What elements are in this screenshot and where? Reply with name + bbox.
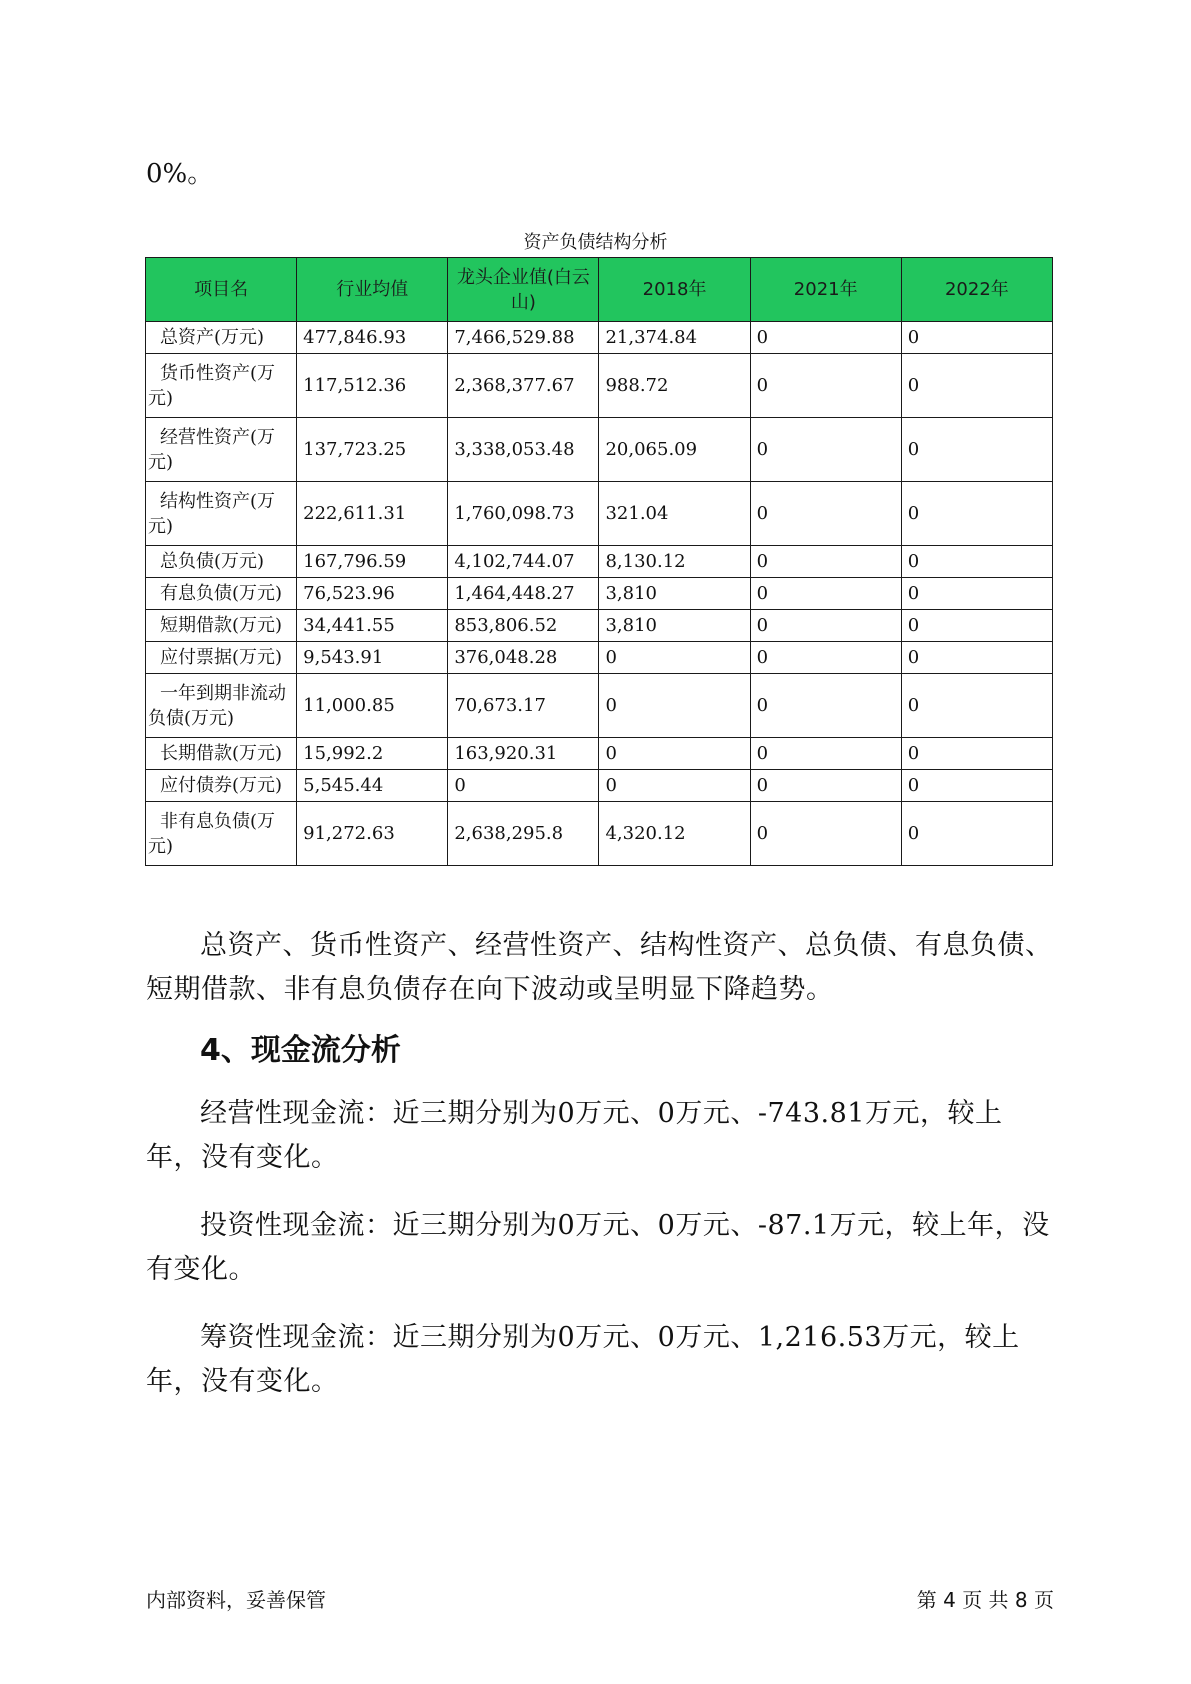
table-row [146, 674, 1053, 738]
item-name-text: 应付票据(万元) [160, 647, 283, 668]
table-cell-item-name [146, 674, 297, 738]
header-cell-year-2021: 2021年 [750, 258, 901, 322]
table-cell: 9,543.91 [297, 642, 448, 674]
table-cell: 0 [750, 418, 901, 482]
table-cell: 0 [599, 738, 750, 770]
table-cell: 2,638,295.8 [448, 802, 599, 866]
section-heading: 4、现金流分析 [200, 1033, 401, 1068]
table-row [146, 354, 1053, 418]
table-cell-item-name [146, 546, 297, 578]
header-cell-year-2018: 2018年 [599, 258, 750, 322]
table-cell: 0 [901, 610, 1052, 642]
table-cell: 8,130.12 [599, 546, 750, 578]
item-name-text: 长期借款(万元) [160, 743, 283, 764]
table-cell: 76,523.96 [297, 578, 448, 610]
table-cell-item-name [146, 610, 297, 642]
table-row [146, 610, 1053, 642]
table-cell: 0 [901, 738, 1052, 770]
table-header-row [146, 258, 1053, 322]
table-cell: 0 [901, 642, 1052, 674]
table-row [146, 738, 1053, 770]
table-cell: 321.04 [599, 482, 750, 546]
table-row [146, 642, 1053, 674]
table-cell: 2,368,377.67 [448, 354, 599, 418]
table-row [146, 322, 1053, 354]
table-cell: 0 [901, 482, 1052, 546]
item-name-text: 应付债券(万元) [160, 775, 283, 796]
table-cell: 0 [750, 546, 901, 578]
footer-page-indicator: 第 4 页 共 8 页 [916, 1588, 1054, 1612]
table-cell: 0 [750, 674, 901, 738]
item-name-text: 短期借款(万元) [160, 615, 283, 636]
item-name-text: 货币性资产(万元) [148, 362, 276, 409]
table-cell: 7,466,529.88 [448, 322, 599, 354]
table-cell: 0 [901, 770, 1052, 802]
table-cell-item-name [146, 354, 297, 418]
table-cell: 376,048.28 [448, 642, 599, 674]
table-cell: 477,846.93 [297, 322, 448, 354]
table-row [146, 418, 1053, 482]
table-cell: 21,374.84 [599, 322, 750, 354]
table-cell-item-name [146, 322, 297, 354]
table-cell: 0 [750, 578, 901, 610]
table-cell: 0 [901, 418, 1052, 482]
item-name-text: 非有息负债(万元) [148, 810, 276, 857]
financing-cashflow-paragraph: 筹资性现金流：近三期分别为0万元、0万元、1,216.53万元，较上年，没有变化。 [146, 1322, 1020, 1397]
item-name-text: 结构性资产(万元) [148, 490, 276, 537]
table-cell: 0 [750, 802, 901, 866]
balance-sheet-table [145, 257, 1053, 866]
table-cell: 167,796.59 [297, 546, 448, 578]
item-name-text: 有息负债(万元) [160, 583, 283, 604]
table-cell: 4,102,744.07 [448, 546, 599, 578]
header-cell-industry-average: 行业均值 [297, 258, 448, 322]
table-cell: 0 [901, 546, 1052, 578]
table-cell: 11,000.85 [297, 674, 448, 738]
table-cell-item-name [146, 802, 297, 866]
table-row [146, 578, 1053, 610]
table-cell: 0 [901, 322, 1052, 354]
table-cell: 137,723.25 [297, 418, 448, 482]
table-cell: 15,992.2 [297, 738, 448, 770]
table-cell-item-name [146, 578, 297, 610]
header-cell-item-name: 项目名 [146, 258, 297, 322]
table-cell: 163,920.31 [448, 738, 599, 770]
header-cell-leader-value: 龙头企业值(白云山) [448, 258, 599, 322]
item-name-text: 总资产(万元) [160, 327, 265, 348]
item-name-text: 一年到期非流动负债(万元) [148, 682, 286, 729]
table-cell: 0 [750, 354, 901, 418]
table-row [146, 482, 1053, 546]
table-cell: 1,464,448.27 [448, 578, 599, 610]
table-cell: 1,760,098.73 [448, 482, 599, 546]
table-cell: 0 [901, 354, 1052, 418]
summary-paragraph: 总资产、货币性资产、经营性资产、结构性资产、总负债、有息负债、短期借款、非有息负债存在向下波动或呈明显下降趋势。 [146, 930, 1053, 1005]
operating-cashflow-paragraph: 经营性现金流：近三期分别为0万元、0万元、-743.81万元，较上年，没有变化。 [146, 1098, 1003, 1173]
table-cell: 117,512.36 [297, 354, 448, 418]
table-cell: 3,338,053.48 [448, 418, 599, 482]
table-cell-item-name [146, 642, 297, 674]
table-cell: 988.72 [599, 354, 750, 418]
table-cell: 20,065.09 [599, 418, 750, 482]
table-cell: 34,441.55 [297, 610, 448, 642]
table-cell: 3,810 [599, 610, 750, 642]
table-cell: 222,611.31 [297, 482, 448, 546]
table-cell: 5,545.44 [297, 770, 448, 802]
table-cell: 91,272.63 [297, 802, 448, 866]
table-cell: 0 [750, 770, 901, 802]
investing-cashflow-paragraph: 投资性现金流：近三期分别为0万元、0万元、-87.1万元，较上年，没有变化。 [146, 1210, 1050, 1285]
table-cell: 0 [750, 738, 901, 770]
table-cell: 0 [750, 322, 901, 354]
table-cell: 0 [599, 674, 750, 738]
lead-text: 0%。 [146, 159, 214, 189]
table-cell: 70,673.17 [448, 674, 599, 738]
item-name-text: 总负债(万元) [160, 551, 265, 572]
table-cell: 3,810 [599, 578, 750, 610]
table-row [146, 770, 1053, 802]
table-cell: 0 [750, 610, 901, 642]
table-row [146, 802, 1053, 866]
table-cell-item-name [146, 738, 297, 770]
table-cell: 0 [599, 642, 750, 674]
table-cell: 0 [448, 770, 599, 802]
table-cell: 853,806.52 [448, 610, 599, 642]
footer-confidential-note: 内部资料，妥善保管 [146, 1588, 326, 1612]
table-cell-item-name [146, 418, 297, 482]
table-cell: 0 [901, 578, 1052, 610]
table-cell: 0 [750, 482, 901, 546]
table-cell: 0 [901, 802, 1052, 866]
table-row [146, 546, 1053, 578]
table-cell: 4,320.12 [599, 802, 750, 866]
table-cell: 0 [750, 642, 901, 674]
table-caption: 资产负债结构分析 [523, 232, 668, 253]
table-cell-item-name [146, 770, 297, 802]
table-cell: 0 [901, 674, 1052, 738]
table-cell: 0 [599, 770, 750, 802]
table-cell-item-name [146, 482, 297, 546]
item-name-text: 经营性资产(万元) [148, 426, 276, 473]
header-cell-year-2022: 2022年 [901, 258, 1052, 322]
